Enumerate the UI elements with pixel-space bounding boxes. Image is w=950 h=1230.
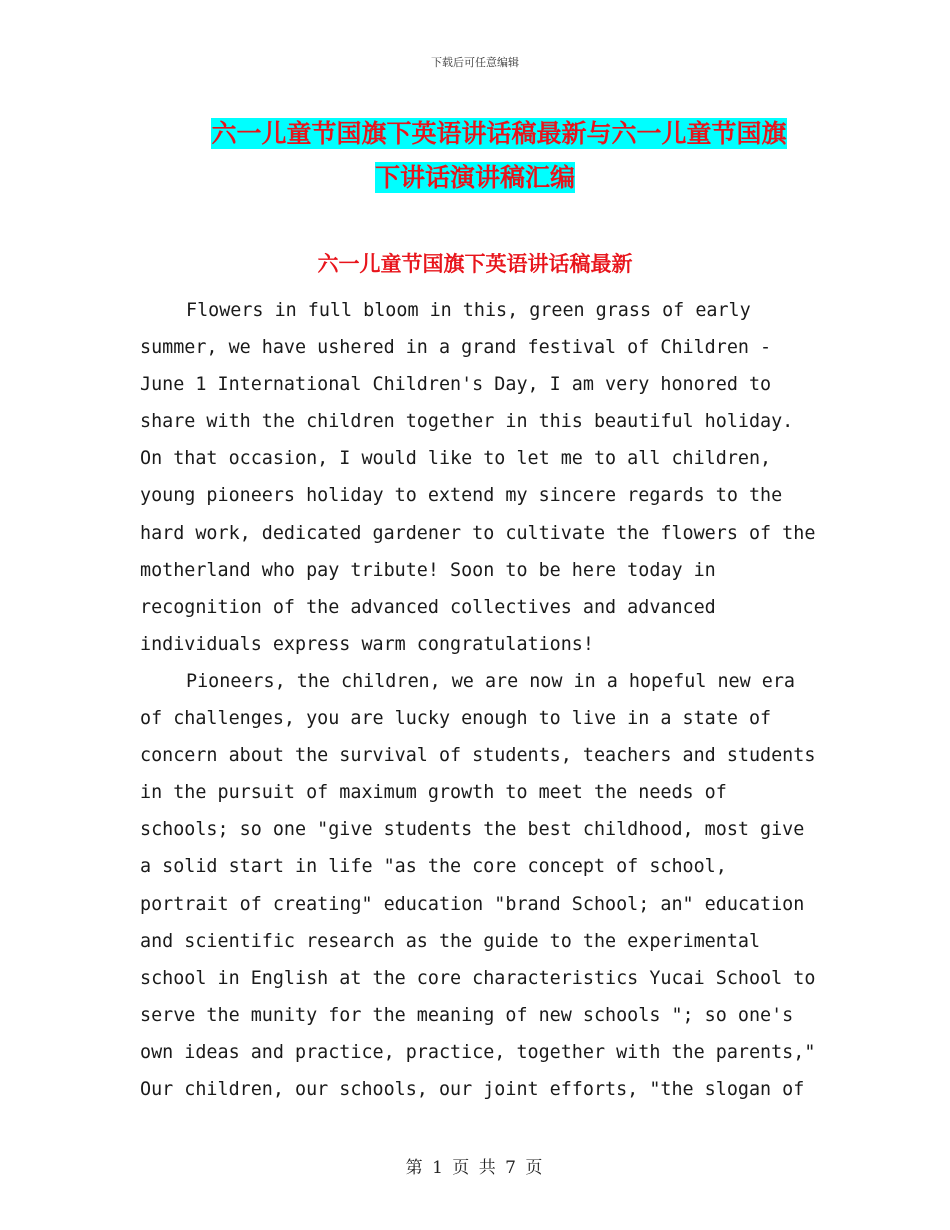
document-title-line-2: 下讲话演讲稿汇编	[374, 163, 575, 192]
text-line: Pioneers, the children, we are now in a hopeful new era	[186, 670, 795, 692]
text-line: of challenges, you are lucky enough to live in a state of	[140, 708, 772, 730]
text-line: school in English at the core characteristics Yucai School to	[140, 967, 816, 989]
document-title-line-1: 六一儿童节国旗下英语讲话稿最新与六一儿童节国旗	[211, 119, 787, 148]
text-line: and scientific research as the guide to the experimental	[140, 930, 761, 952]
paragraph-2	[140, 663, 816, 1108]
text-line: a solid start in life "as the core concept of school,	[140, 856, 727, 878]
text-line: June 1 International Children's Day, I am very honored to	[140, 374, 772, 396]
text-line: recognition of the advanced collectives and advanced	[140, 596, 716, 618]
text-line: serve the munity for the meaning of new schools "; so one's	[140, 1004, 794, 1026]
paragraph-1	[140, 292, 816, 663]
page-header-note: 下载后可任意编辑	[431, 56, 519, 69]
text-line: young pioneers holiday to extend my sincere regards to the	[140, 485, 783, 507]
text-line: concern about the survival of students, teachers and students	[140, 745, 816, 767]
text-line: share with the children together in this beautiful holiday.	[140, 411, 794, 433]
text-line: Our children, our schools, our joint efforts, "the slogan of	[140, 1078, 805, 1100]
document-body	[140, 292, 816, 1108]
text-line: portrait of creating" education "brand School; an" education	[140, 893, 805, 915]
text-line: On that occasion, I would like to let me to all children,	[140, 448, 772, 470]
text-line: Flowers in full bloom in this, green grass of early	[186, 300, 751, 321]
text-line: summer, we have ushered in a grand festival of Children -	[140, 337, 772, 359]
text-line: own ideas and practice, practice, together with the parents,"	[140, 1041, 816, 1063]
text-line: in the pursuit of maximum growth to meet the needs of	[140, 782, 727, 804]
text-line: individuals express warm congratulations!	[140, 633, 594, 655]
text-line: schools; so one "give students the best childhood, most give	[140, 819, 805, 841]
text-line: hard work, dedicated gardener to cultivate the flowers of the	[140, 522, 816, 544]
page-number-footer: 第 1 页 共 7 页	[405, 1158, 545, 1178]
text-line: motherland who pay tribute! Soon to be here today in	[140, 559, 716, 581]
document-title	[0, 112, 950, 200]
section-title: 六一儿童节国旗下英语讲话稿最新	[317, 252, 633, 276]
